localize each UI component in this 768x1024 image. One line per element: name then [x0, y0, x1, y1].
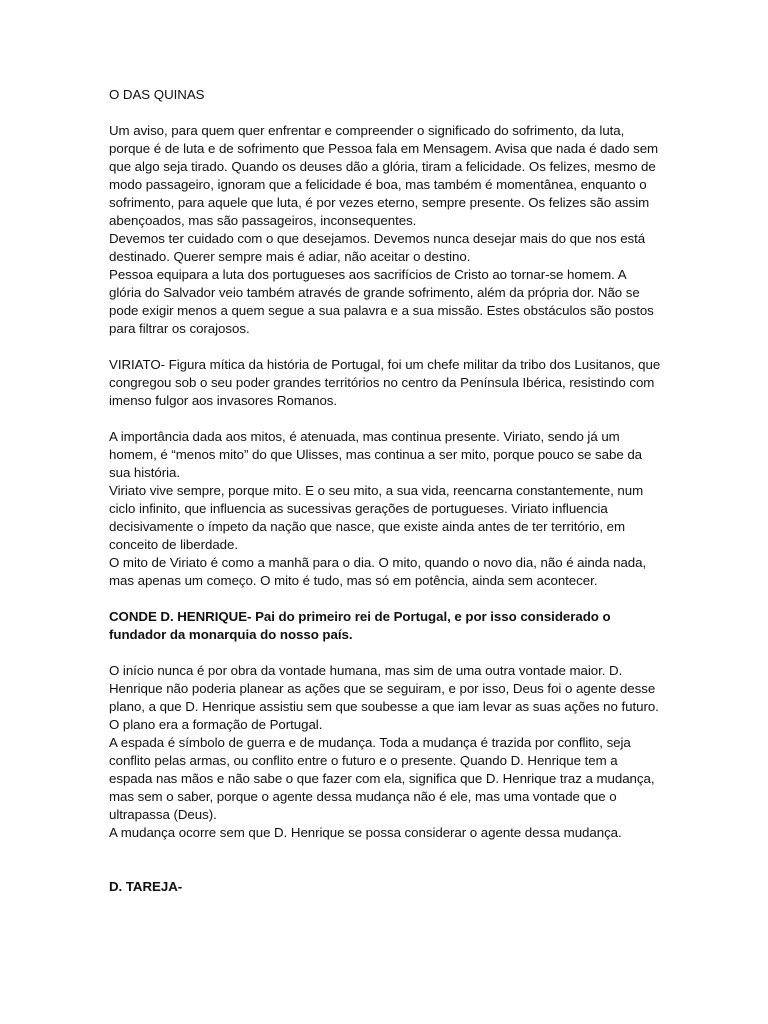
paragraph-viriato-myth: A importância dada aos mitos, é atenuada, mas continua presente. Viriato, sendo já um homem, é “menos mito” do que Ulisses, mas continua a ser mito, porque pouco se sabe da sua história.	[109, 429, 643, 480]
paragraph-conde-sword: A espada é símbolo de guerra e de mudança. Toda a mudança é trazida por conflito, seja conflito pelas armas, ou conflito entre o futuro e o presente. Quando D. Henrique tem a espada nas mãos e não sabe o que fazer com ela, significa que D. Henrique traz a mudança, mas sem o saber, porque o agente dessa mudança não é ele, mas uma vontade que o ultrapassa (Deus).	[109, 735, 655, 822]
paragraph-conde-change: A mudança ocorre sem que D. Henrique se possa considerar o agente dessa mudança.	[109, 825, 622, 840]
spacer	[109, 338, 661, 356]
paragraph-warning: Um aviso, para quem quer enfrentar e compreender o significado do sofrimento, da luta, porque é de luta e de sofrimento que Pessoa fala em Mensagem. Avisa que nada é dado sem que algo seja tirado. Quando os deuses dão a glória, tiram a felicidade. Os felizes, mesmo de modo passageiro, ignoram que a felicidade é boa, mas também é momentânea, enquanto o sofrimento, para aquele que luta, é por vezes eterno, sempre presente. Os felizes são assim abençoados, mas são passageiros, inconsequentes.	[109, 123, 659, 228]
spacer	[109, 590, 661, 608]
spacer	[109, 842, 661, 878]
document-page	[109, 86, 661, 896]
spacer	[109, 644, 661, 662]
paragraph-viriato-intro: VIRIATO- Figura mítica da história de Portugal, foi um chefe militar da tribo dos Lusitanos, que congregou sob o seu poder grandes territórios no centro da Península Ibérica, resistindo com imenso fulgor aos invasores Romanos.	[109, 357, 661, 408]
heading-tareja: D. TAREJA-	[109, 879, 183, 894]
paragraph-conde-beginning: O início nunca é por obra da vontade humana, mas sim de uma outra vontade maior. D. Henrique não poderia planear as ações que se seguiram, e por isso, Deus foi o agente desse plano, a que D. Henrique assistiu sem que soubesse a que iam levar as suas ações no futuro. O plano era a formação de Portugal.	[109, 663, 659, 732]
paragraph-christ: Pessoa equipara a luta dos portugueses aos sacrifícios de Cristo ao tornar-se homem. A glória do Salvador veio também através de grande sofrimento, além da própria dor. Não se pode exigir menos a quem segue a sua palavra e a sua missão. Estes obstáculos são postos para filtrar os corajosos.	[109, 267, 654, 336]
spacer	[109, 104, 661, 122]
paragraph-desire: Devemos ter cuidado com o que desejamos. Devemos nunca desejar mais do que nos está destinado. Querer sempre mais é adiar, não aceitar o destino.	[109, 231, 646, 264]
document-title: O DAS QUINAS	[109, 87, 205, 102]
paragraph-conde-intro: CONDE D. HENRIQUE- Pai do primeiro rei de Portugal, e por isso considerado o fundador da monarquia do nosso país.	[109, 609, 611, 642]
paragraph-viriato-lives: Viriato vive sempre, porque mito. E o seu mito, a sua vida, reencarna constantemente, num ciclo infinito, que influencia as sucessivas gerações de portugueses. Viriato influencia decisivamente o ímpeto da nação que nasce, que existe ainda antes de ter território, em conceito de liberdade.	[109, 483, 644, 552]
spacer	[109, 410, 661, 428]
paragraph-viriato-morning: O mito de Viriato é como a manhã para o dia. O mito, quando o novo dia, não é ainda nada, mas apenas um começo. O mito é tudo, mas só em potência, ainda sem acontecer.	[109, 555, 647, 588]
